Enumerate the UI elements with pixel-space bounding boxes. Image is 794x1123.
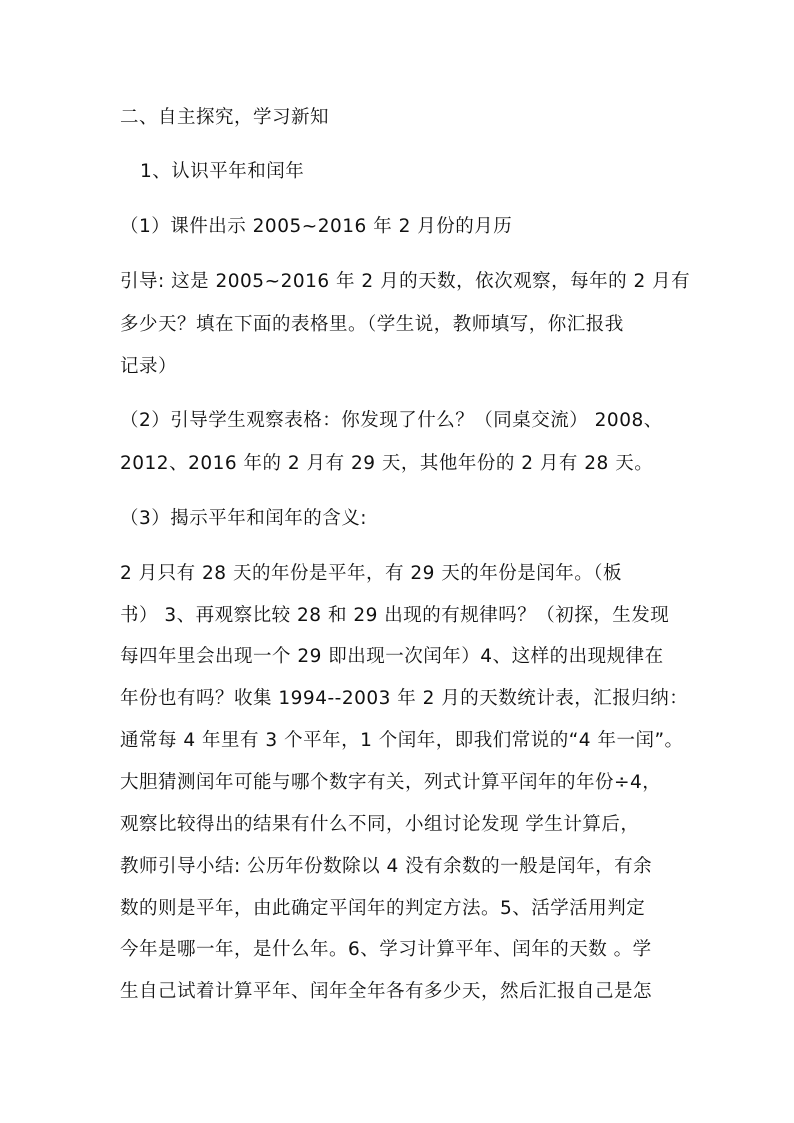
body-line: 教师引导小结: 公历年份数除以 4 没有余数的一般是闰年，有余: [120, 856, 653, 877]
body-line: 大胆猜测闰年可能与哪个数字有关，列式计算平闰年的年份÷4，: [120, 772, 662, 793]
section-heading: 二、自主探究，学习新知: [120, 107, 330, 128]
step-2-line: （2）引导学生观察表格：你发现了什么？（同桌交流） 2008、: [120, 410, 663, 431]
guide-line: 引导: 这是 2005~2016 年 2 月的天数，依次观察，每年的 2 月有: [120, 271, 691, 292]
body-line: 年份也有吗？收集 1994--2003 年 2 月的天数统计表，汇报归纳：: [120, 688, 689, 709]
body-line: 通常每 4 年里有 3 个平年，1 个闰年，即我们常说的“4 年一闰”。: [120, 730, 684, 751]
body-line: 数的则是平年，由此确定平闰年的判定方法。5、活学活用判定: [120, 898, 646, 919]
body-line: 生自己试着计算平年、闰年全年各有多少天，然后汇报自己是怎: [120, 981, 653, 1002]
item-1-title: 1、认识平年和闰年: [140, 161, 305, 182]
step-2-line: 2012、2016 年的 2 月有 29 天，其他年份的 2 月有 28 天。: [120, 453, 654, 474]
step-1-title: （1）课件出示 2005~2016 年 2 月份的月历: [120, 216, 513, 237]
body-line: 每四年里会出现一个 29 即出现一次闰年）4、这样的出现规律在: [120, 646, 664, 667]
step-3-title: （3）揭示平年和闰年的含义:: [120, 508, 368, 529]
guide-line: 多少天？填在下面的表格里。（学生说，教师填写，你汇报我: [120, 314, 624, 335]
body-line: 观察比较得出的结果有什么不同，小组讨论发现 学生计算后，: [120, 814, 640, 835]
guide-line: 记录）: [120, 356, 178, 377]
body-line: 2 月只有 28 天的年份是平年，有 29 天的年份是闰年。（板: [120, 563, 623, 584]
body-line: 今年是哪一年，是什么年。6、学习计算平年、闰年的天数 。学: [120, 939, 652, 960]
body-line: 书） 3、再观察比较 28 和 29 出现的有规律吗？（初探，生发现: [120, 605, 670, 626]
